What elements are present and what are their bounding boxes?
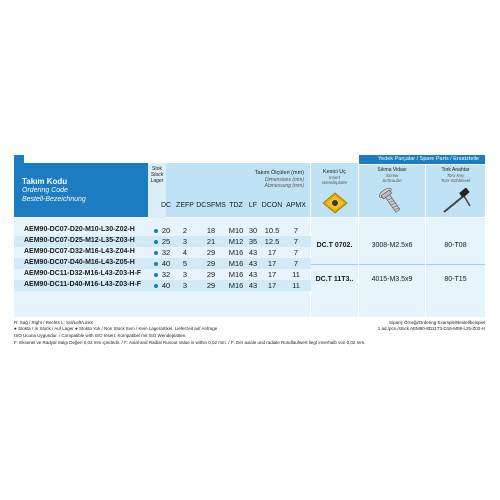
col-dcsfms: DCSFMS	[196, 202, 226, 209]
insert-title: Kesici Uç	[323, 169, 346, 175]
cell-tdz: M16	[228, 281, 244, 290]
cell-dcon: 17	[267, 259, 277, 268]
cell-dc: 20	[161, 226, 171, 235]
dimensions-title-en: Dimensions (mm)	[264, 177, 304, 183]
cell-zefp: 2	[182, 226, 188, 235]
cell-dcon: 10.5	[264, 226, 280, 235]
insert-code: DC.T 0702.	[316, 242, 353, 249]
key-title-de: Torx-Schlüssel	[440, 178, 471, 183]
stock-label	[148, 166, 166, 184]
ordering-code: AEM90-DC07-D20-M10-L30-Z02-H	[24, 226, 135, 233]
footer-stock: ● Stokta / In Stock / Auf Lager ● Stokta Yok / Non Stock Item / Kein Lagerartikel. Lieferzeit auf Anfrage	[14, 326, 218, 331]
cell-apmx: 11	[292, 281, 300, 290]
cell-lf: 35	[248, 237, 258, 246]
cell-dc: 40	[161, 281, 171, 290]
cell-apmx: 7	[293, 248, 299, 257]
col-dc: DC	[160, 202, 172, 209]
cell-apmx: 11	[292, 270, 300, 279]
footer-runout: F: Eksenel ve Radyal Salgı Değeri 0,02 mm içindedir. / F: Axial and Radial Runout Value is within 0,02 mm. / F: Der axiale und radiale Rundlaufwert liegt innerhalb von 0,02 mm.	[14, 340, 366, 345]
stock-label-en: Stock	[150, 172, 164, 178]
col-apmx: APMX	[286, 202, 306, 209]
screw-title: Sıkma Vidası	[377, 167, 407, 173]
key-title: Tork Anahtar	[441, 167, 470, 173]
column-divider	[425, 165, 426, 317]
ordering-code-header	[14, 163, 148, 217]
cell-dc: 40	[161, 259, 171, 268]
cell-tdz: M10	[228, 226, 244, 235]
cell-tdz: M16	[228, 270, 244, 279]
col-tdz: TDZ	[229, 202, 243, 209]
cell-zefp: 3	[182, 281, 188, 290]
key-code: 80-T08	[444, 242, 467, 249]
footer-order-example: Sipariş Örneği/Ordering Example/Bestellbeispiel	[388, 320, 485, 325]
cell-dcsfms: 29	[206, 270, 216, 279]
cell-tdz: M16	[228, 259, 244, 268]
cell-tdz: M16	[228, 248, 244, 257]
footer-order-example-code: 1 ad./pcs./stück AEM90-8D11T3-D16-M08-L25-Z02-H	[377, 326, 485, 331]
screw-title-de: Schraube	[382, 178, 402, 183]
screw-icon	[374, 186, 408, 216]
cell-apmx: 7	[293, 259, 299, 268]
col-lf: LF	[248, 202, 258, 209]
col-dcon: DCON	[261, 202, 283, 209]
cell-dcsfms: 18	[206, 226, 216, 235]
cell-dcon: 17	[267, 248, 277, 257]
screw-code: 3008-M2.5x6	[371, 242, 413, 249]
cell-dc: 32	[161, 248, 171, 257]
cell-lf: 30	[248, 226, 258, 235]
stock-label-de: Lager	[150, 178, 164, 184]
insert-icon	[320, 190, 350, 216]
cell-lf: 43	[248, 259, 258, 268]
dimensions-title: Takım Ölçüleri (mm)	[254, 170, 304, 176]
cell-zefp: 3	[182, 237, 188, 246]
ordering-code: AEM90-DC11-D40-M16-L43-Z03-H-F	[24, 281, 142, 288]
cell-tdz: M12	[228, 237, 244, 246]
footer-direction: R: Sağ / Right / Rechts L: Sol/Left/Links	[14, 320, 94, 325]
cell-lf: 43	[248, 270, 258, 279]
insert-code: DC.T 11T3..	[315, 276, 354, 283]
screw-title-en: Screw	[385, 173, 399, 178]
key-code: 80-T15	[444, 276, 467, 283]
cell-lf: 43	[248, 248, 258, 257]
spare-parts-title: Yedek Parçalar / Spare Parts / Ersatzteile	[378, 156, 479, 162]
screw-code: 4015-M3.5x9	[371, 276, 413, 283]
cell-dcsfms: 29	[206, 281, 216, 290]
insert-title-en: Insert	[328, 175, 341, 180]
cell-dcsfms: 29	[206, 259, 216, 268]
cell-dcon: 12.5	[264, 237, 280, 246]
cell-dcsfms: 29	[206, 248, 216, 257]
cell-zefp: 4	[182, 248, 188, 257]
column-divider	[358, 163, 359, 317]
ordering-code-title-en: Ordering Code	[22, 187, 68, 194]
cell-dc: 32	[161, 270, 171, 279]
ordering-code: AEM90-DC07-D32-M16-L43-Z04-H	[24, 248, 135, 255]
insert-title-de: Wendeplatte	[321, 180, 348, 185]
ordering-code: AEM90-DC07-D40-M16-L43-Z05-H	[24, 259, 135, 266]
column-header-row	[160, 202, 310, 216]
ordering-code-title: Takım Kodu	[22, 177, 68, 186]
torx-key-icon	[438, 188, 474, 216]
cell-dc: 25	[161, 237, 171, 246]
cell-dcon: 17	[267, 281, 277, 290]
cell-dcon: 17	[267, 270, 277, 279]
cell-apmx: 7	[293, 237, 299, 246]
ordering-code: AEM90-DC07-D25-M12-L35-Z03-H	[24, 237, 135, 244]
stock-label-tr: Stok	[151, 166, 162, 172]
ordering-code-title-de: Bestell-Bezeichnung	[22, 196, 86, 203]
footer-iso: ISO Ucuna Uygundur. / Compatible with ISO Insert. Kompatibel mit ISO Wendeplatten.	[14, 333, 187, 338]
key-title-en: Torx Key	[446, 173, 465, 178]
spare-parts-header	[359, 155, 485, 164]
cell-lf: 43	[248, 281, 258, 290]
cell-zefp: 3	[182, 270, 188, 279]
dimensions-title-de: Abmessung (mm)	[264, 183, 304, 189]
cell-apmx: 7	[293, 226, 299, 235]
ordering-code: AEM90-DC11-D32-M16-L43-Z03-H-F	[24, 270, 142, 277]
cell-dcsfms: 21	[206, 237, 216, 246]
cell-zefp: 5	[182, 259, 188, 268]
col-zefp: ZEFP	[176, 202, 194, 209]
